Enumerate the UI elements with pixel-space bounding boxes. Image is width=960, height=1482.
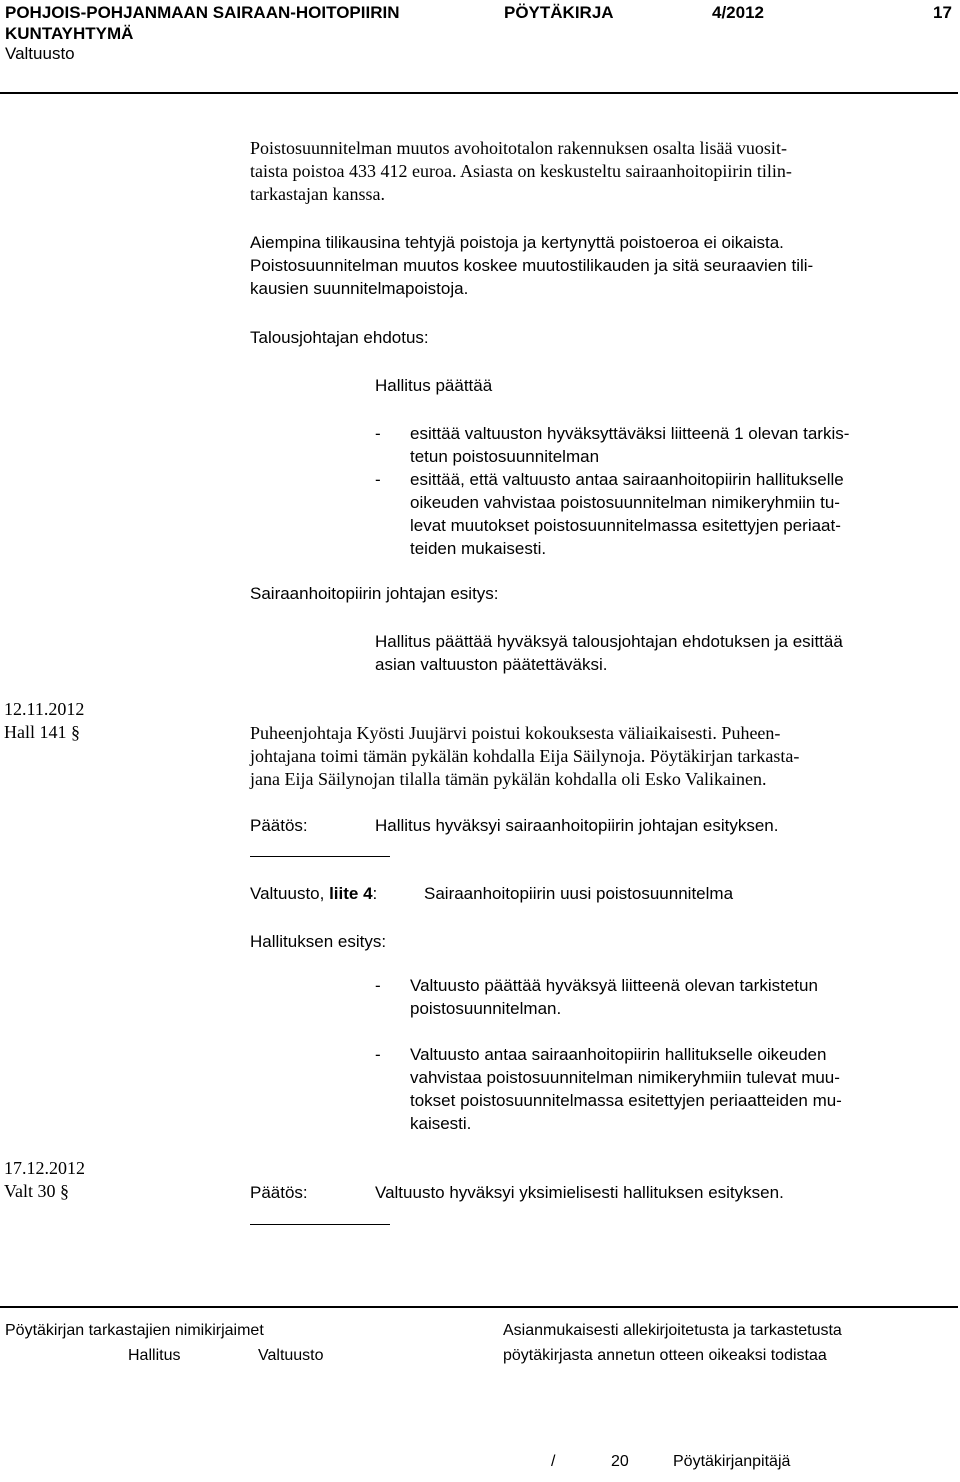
council-attachment-prefix: Valtuusto,	[250, 884, 330, 903]
cfo-item1-bullet: -	[375, 424, 381, 443]
director-proposal-line2: asian valtuuston päätettäväksi.	[375, 655, 608, 674]
footer-initials-board: Hallitus	[128, 1347, 181, 1364]
intro-p2-line1: Aiempina tilikausina tehtyjä poistoja ja kertynyttä poistoeroa ei oikaista.	[250, 233, 784, 252]
council-meeting-date: 17.12.2012	[4, 1158, 85, 1178]
cfo-item1-line2: tetun poistosuunnitelman	[410, 447, 600, 466]
council-decision-label: Päätös:	[250, 1183, 308, 1202]
council-meeting-ref: Valt 30 §	[4, 1181, 69, 1201]
header-document-type: PÖYTÄKIRJA	[504, 3, 614, 22]
footer-date-slash: /	[551, 1453, 556, 1470]
board-meeting-text-line3: jana Eija Säilynojan tilalla tämän pykälän kohdalla oli Esko Valikainen.	[250, 769, 767, 789]
footer-year: 20	[611, 1453, 629, 1470]
director-proposal-line1: Hallitus päättää hyväksyä talousjohtajan ehdotuksen ja esittää	[375, 632, 843, 651]
header-document-number: 4/2012	[712, 3, 764, 22]
council-item2-line4: kaisesti.	[410, 1114, 472, 1133]
board-decision-label: Päätös:	[250, 816, 308, 835]
council-item2-line3: tokset poistosuunnitelmassa esitettyjen periaatteiden mu-	[410, 1091, 842, 1110]
header-page-number: 17	[933, 3, 952, 22]
cfo-proposal-heading: Talousjohtajan ehdotus:	[250, 328, 429, 347]
council-decision-text: Valtuusto hyväksyi yksimielisesti hallituksen esityksen.	[375, 1183, 784, 1202]
council-attachment-title: Sairaanhoitopiirin uusi poistosuunnitelma	[424, 884, 734, 903]
intro-p1-line3: tarkastajan kanssa.	[250, 184, 385, 204]
council-attachment-ref: liite 4	[329, 884, 373, 903]
council-item1-line2: poistosuunnitelman.	[410, 999, 562, 1018]
footer-initials-heading: Pöytäkirjan tarkastajien nimikirjaimet	[5, 1322, 264, 1339]
footer-certification-line1: Asianmukaisesti allekirjoitetusta ja tarkastetusta	[503, 1322, 842, 1339]
header-body: Valtuusto	[5, 44, 75, 63]
cfo-item2-line2: oikeuden vahvistaa poistosuunnitelman nimikeryhmiin tu-	[410, 493, 840, 512]
board-meeting-date: 12.11.2012	[4, 699, 85, 719]
footer-divider	[0, 1306, 958, 1308]
cfo-item2-line1: esittää, että valtuusto antaa sairaanhoitopiirin hallitukselle	[410, 470, 844, 489]
council-item2-bullet: -	[375, 1045, 381, 1064]
council-item1-bullet: -	[375, 976, 381, 995]
header-organization: POHJOIS-POHJANMAAN SAIRAAN-HOITOPIIRIN KUNTAYHTYMÄ	[5, 3, 400, 43]
cfo-item2-line3: levat muutokset poistosuunnitelmassa esitettyjen periaat-	[410, 516, 841, 535]
council-item1-line1: Valtuusto päättää hyväksyä liitteenä olevan tarkistetun	[410, 976, 818, 995]
footer-certification-line2: pöytäkirjasta annetun otteen oikeaksi todistaa	[503, 1347, 827, 1364]
council-attachment-colon: :	[372, 884, 378, 903]
council-item2-line2: vahvistaa poistosuunnitelman nimikeryhmiin tulevat muu-	[410, 1068, 840, 1087]
board-meeting-text-line2: johtajana toimi tämän pykälän kohdalla Eija Säilynoja. Pöytäkirjan tarkasta-	[250, 746, 800, 766]
intro-p2-line3: kausien suunnitelmapoistoja.	[250, 279, 469, 298]
council-attachment-line	[250, 882, 377, 905]
cfo-proposal-lead: Hallitus päättää	[375, 376, 493, 395]
board-meeting-ref: Hall 141 §	[4, 722, 80, 742]
intro-p1-line1: Poistosuunnitelman muutos avohoitotalon rakennuksen osalta lisää vuosit-	[250, 138, 787, 158]
cfo-item2-line4: teiden mukaisesti.	[410, 539, 547, 558]
council-section-rule	[250, 1224, 390, 1225]
council-board-proposal-heading: Hallituksen esitys:	[250, 932, 387, 951]
board-section-rule	[250, 856, 390, 857]
board-meeting-text-line1: Puheenjohtaja Kyösti Juujärvi poistui kokouksesta väliaikaisesti. Puheen-	[250, 723, 781, 743]
intro-p1-line2: taista poistoa 433 412 euroa. Asiasta on keskusteltu sairaanhoitopiirin tilin-	[250, 161, 792, 181]
cfo-item2-bullet: -	[375, 470, 381, 489]
intro-p2-line2: Poistosuunnitelman muutos koskee muutostilikauden ja sitä seuraavien tili-	[250, 256, 814, 275]
cfo-item1-line1: esittää valtuuston hyväksyttäväksi liitteenä 1 olevan tarkis-	[410, 424, 850, 443]
director-proposal-heading: Sairaanhoitopiirin johtajan esitys:	[250, 584, 499, 603]
header-divider	[0, 92, 958, 94]
council-item2-line1: Valtuusto antaa sairaanhoitopiirin hallitukselle oikeuden	[410, 1045, 827, 1064]
footer-initials-council: Valtuusto	[258, 1347, 324, 1364]
footer-secretary: Pöytäkirjanpitäjä	[673, 1453, 791, 1470]
board-decision-text: Hallitus hyväksyi sairaanhoitopiirin johtajan esityksen.	[375, 816, 779, 835]
